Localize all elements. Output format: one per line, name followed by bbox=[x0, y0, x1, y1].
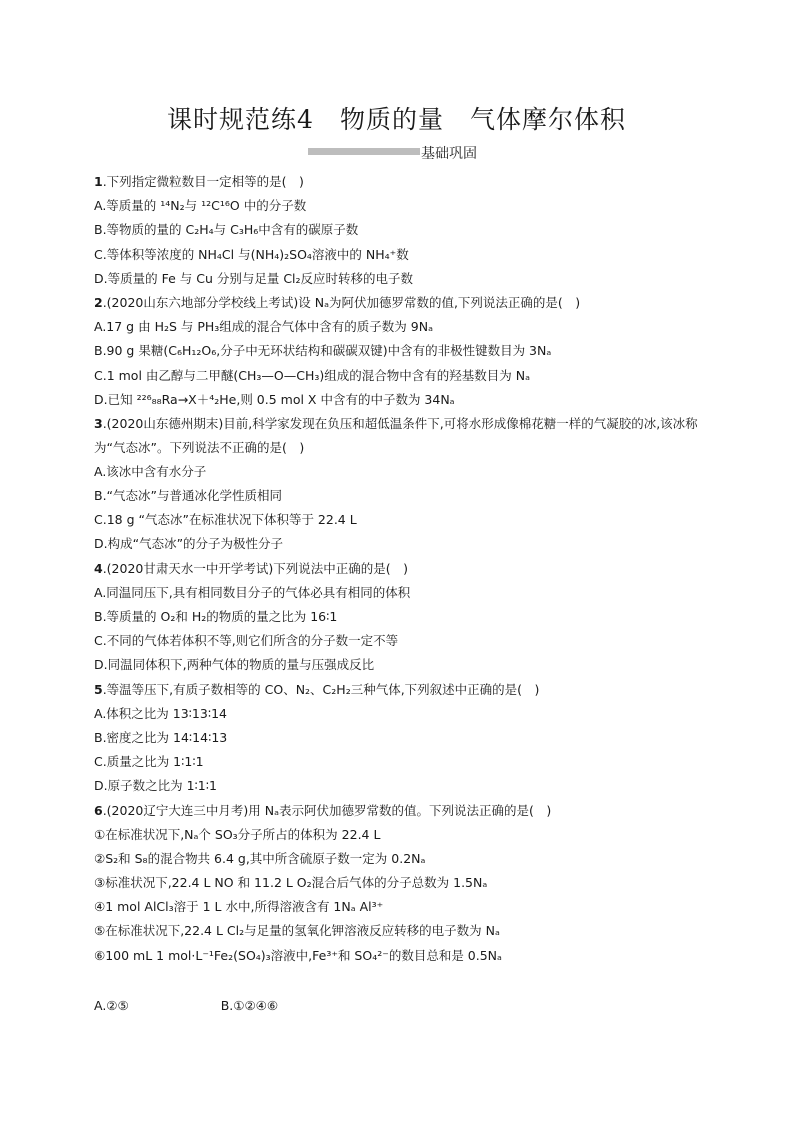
q6-option-b: B.①②④⑥ bbox=[220, 997, 279, 1013]
q5-option-a: A.体积之比为 13∶13∶14 bbox=[94, 705, 228, 721]
q6-item-2: ②S₂和 S₈的混合物共 6.4 g,其中所含硫原子数一定为 0.2Nₐ bbox=[94, 850, 426, 866]
q6-item-3: ③标准状况下,22.4 L NO 和 11.2 L O₂混合后气体的分子总数为 1.5Nₐ bbox=[94, 875, 488, 891]
q1-option-c: C.等体积等浓度的 NH₄Cl 与(NH₄)₂SO₄溶液中的 NH₄⁺数 bbox=[94, 246, 409, 262]
q4-option-c: C.不同的气体若体积不等,则它们所含的分子数一定不等 bbox=[94, 633, 399, 649]
page-title: 课时规范练4 物质的量 气体摩尔体积 bbox=[167, 105, 626, 134]
q6-item-4: ④1 mol AlCl₃溶于 1 L 水中,所得溶液含有 1Nₐ Al³⁺ bbox=[94, 899, 384, 915]
spacer bbox=[94, 968, 704, 994]
q6-options bbox=[94, 994, 704, 1018]
section-title: 基础巩固 bbox=[421, 146, 477, 162]
q3-option-c: C.18 g “气态冰”在标准状况下体积等于 22.4 L bbox=[94, 512, 357, 528]
question-number: 6 bbox=[94, 802, 103, 818]
question-5-stem: 5.等温等压下,有质子数相等的 CO、N₂、C₂H₂三种气体,下列叙述中正确的是( ) bbox=[94, 681, 540, 697]
q6-item-5: ⑤在标准状况下,22.4 L Cl₂与足量的氢氧化钾溶液反应转移的电子数为 Nₐ bbox=[94, 923, 500, 939]
question-list bbox=[94, 170, 704, 1018]
q4-option-a: A.同温同压下,具有相同数目分子的气体必具有相同的体积 bbox=[94, 584, 411, 600]
q1-option-b: B.等物质的量的 C₂H₄与 C₃H₆中含有的碳原子数 bbox=[94, 222, 359, 238]
q6-option-a: A.②⑤ bbox=[94, 997, 129, 1013]
q4-option-d: D.同温同体积下,两种气体的物质的量与压强成反比 bbox=[94, 657, 375, 673]
question-number: 2 bbox=[94, 294, 103, 310]
q5-option-c: C.质量之比为 1∶1∶1 bbox=[94, 754, 204, 770]
q6-item-6: ⑥100 mL 1 mol·L⁻¹Fe₂(SO₄)₃溶液中,Fe³⁺和 SO₄²⁻的数目总和是 0.5Nₐ bbox=[94, 947, 502, 963]
q5-option-d: D.原子数之比为 1∶1∶1 bbox=[94, 778, 217, 794]
question-number: 4 bbox=[94, 560, 103, 576]
section-bar bbox=[308, 148, 420, 155]
q1-option-a: A.等质量的 ¹⁴N₂与 ¹²C¹⁶O 中的分子数 bbox=[94, 198, 307, 214]
q2-option-a: A.17 g 由 H₂S 与 PH₃组成的混合气体中含有的质子数为 9Nₐ bbox=[94, 319, 433, 335]
question-number: 5 bbox=[94, 681, 103, 697]
question-number: 3 bbox=[94, 415, 103, 431]
q4-option-b: B.等质量的 O₂和 H₂的物质的量之比为 16∶1 bbox=[94, 609, 338, 624]
question-2-stem: 2.(2020山东六地部分学校线上考试)设 Nₐ为阿伏加德罗常数的值,下列说法正确的是( ) bbox=[94, 294, 581, 310]
q2-option-b: B.90 g 果糖(C₆H₁₂O₆,分子中无环状结构和碳碳双键)中含有的非极性键数目为 3Nₐ bbox=[94, 343, 552, 359]
q2-option-d: D.已知 ²²⁶₈₈Ra→X＋⁴₂He,则 0.5 mol X 中含有的中子数为 34Nₐ bbox=[94, 391, 455, 407]
question-6-stem: 6.(2020辽宁大连三中月考)用 Nₐ表示阿伏加德罗常数的值。下列说法正确的是( ) bbox=[94, 802, 552, 818]
q3-option-d: D.构成“气态冰”的分子为极性分子 bbox=[94, 536, 284, 552]
q5-option-b: B.密度之比为 14∶14∶13 bbox=[94, 729, 228, 745]
question-number: 1 bbox=[94, 174, 103, 189]
question-3-stem: 3.(2020山东德州期末)目前,科学家发现在负压和超低温条件下,可将水形成像棉花糖一样的气凝胶的冰,该冰称为“气态冰”。下列说法不正确的是( ) bbox=[94, 415, 698, 455]
q1-option-d: D.等质量的 Fe 与 Cu 分别与足量 Cl₂反应时转移的电子数 bbox=[94, 270, 414, 286]
question-4-stem: 4.(2020甘肃天水一中开学考试)下列说法中正确的是( ) bbox=[94, 560, 408, 576]
q6-item-1: ①在标准状况下,Nₐ个 SO₃分子所占的体积为 22.4 L bbox=[94, 826, 381, 842]
q3-option-b: B.“气态冰”与普通冰化学性质相同 bbox=[94, 488, 283, 504]
question-1-stem: 1.下列指定微粒数目一定相等的是( ) bbox=[94, 174, 304, 189]
q2-option-c: C.1 mol 由乙醇与二甲醚(CH₃—O—CH₃)组成的混合物中含有的羟基数目为 Nₐ bbox=[94, 367, 530, 383]
q3-option-a: A.该冰中含有水分子 bbox=[94, 463, 207, 479]
